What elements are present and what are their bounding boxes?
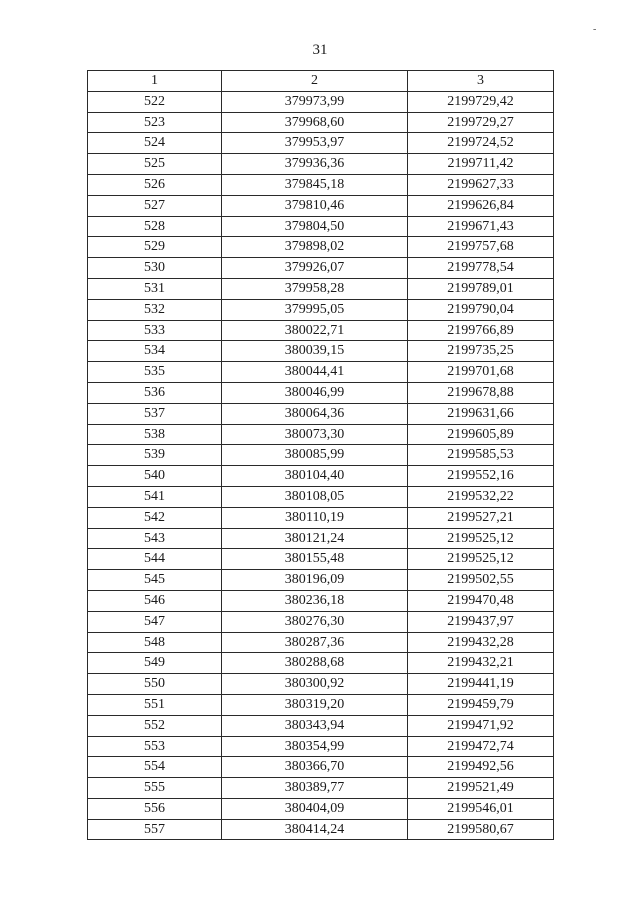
table-row [88, 445, 554, 466]
cell-point-number: 528 [88, 216, 222, 237]
table-row [88, 362, 554, 383]
cell-y-coordinate: 2199729,27 [408, 112, 554, 133]
table-row [88, 798, 554, 819]
cell-x-coordinate: 379936,36 [222, 154, 408, 175]
cell-x-coordinate: 380366,70 [222, 757, 408, 778]
cell-x-coordinate: 379804,50 [222, 216, 408, 237]
cell-point-number: 543 [88, 528, 222, 549]
cell-y-coordinate: 2199778,54 [408, 258, 554, 279]
cell-point-number: 534 [88, 341, 222, 362]
table-header-row [88, 71, 554, 92]
cell-point-number: 546 [88, 590, 222, 611]
cell-x-coordinate: 379953,97 [222, 133, 408, 154]
cell-point-number: 522 [88, 91, 222, 112]
cell-point-number: 555 [88, 778, 222, 799]
cell-x-coordinate: 380404,09 [222, 798, 408, 819]
cell-point-number: 542 [88, 507, 222, 528]
cell-x-coordinate: 380414,24 [222, 819, 408, 840]
cell-x-coordinate: 380354,99 [222, 736, 408, 757]
cell-point-number: 548 [88, 632, 222, 653]
page-number: 31 [312, 42, 328, 58]
cell-y-coordinate: 2199432,28 [408, 632, 554, 653]
cell-point-number: 541 [88, 486, 222, 507]
cell-y-coordinate: 2199552,16 [408, 466, 554, 487]
table-row [88, 757, 554, 778]
coordinates-table [87, 70, 554, 840]
table-row [88, 174, 554, 195]
cell-point-number: 523 [88, 112, 222, 133]
cell-x-coordinate: 380155,48 [222, 549, 408, 570]
cell-y-coordinate: 2199521,49 [408, 778, 554, 799]
cell-point-number: 549 [88, 653, 222, 674]
cell-point-number: 537 [88, 403, 222, 424]
table-row [88, 278, 554, 299]
cell-y-coordinate: 2199711,42 [408, 154, 554, 175]
cell-x-coordinate: 380121,24 [222, 528, 408, 549]
cell-point-number: 540 [88, 466, 222, 487]
cell-y-coordinate: 2199757,68 [408, 237, 554, 258]
table-row [88, 299, 554, 320]
cell-y-coordinate: 2199729,42 [408, 91, 554, 112]
table-row [88, 341, 554, 362]
cell-y-coordinate: 2199605,89 [408, 424, 554, 445]
table-row [88, 320, 554, 341]
table-row [88, 715, 554, 736]
table-row [88, 237, 554, 258]
column-header-point-number: 1 [88, 71, 222, 92]
cell-y-coordinate: 2199441,19 [408, 674, 554, 695]
cell-y-coordinate: 2199525,12 [408, 528, 554, 549]
table-row [88, 382, 554, 403]
cell-x-coordinate: 380196,09 [222, 570, 408, 591]
cell-point-number: 529 [88, 237, 222, 258]
cell-y-coordinate: 2199527,21 [408, 507, 554, 528]
cell-point-number: 545 [88, 570, 222, 591]
cell-x-coordinate: 380073,30 [222, 424, 408, 445]
cell-x-coordinate: 379810,46 [222, 195, 408, 216]
cell-x-coordinate: 380343,94 [222, 715, 408, 736]
cell-point-number: 530 [88, 258, 222, 279]
table-row [88, 549, 554, 570]
cell-point-number: 554 [88, 757, 222, 778]
cell-x-coordinate: 379958,28 [222, 278, 408, 299]
cell-y-coordinate: 2199701,68 [408, 362, 554, 383]
table-row [88, 216, 554, 237]
table-row [88, 611, 554, 632]
table-row [88, 466, 554, 487]
cell-point-number: 525 [88, 154, 222, 175]
cell-x-coordinate: 380319,20 [222, 694, 408, 715]
cell-point-number: 547 [88, 611, 222, 632]
column-header-x-coordinate: 2 [222, 71, 408, 92]
table-row [88, 133, 554, 154]
cell-y-coordinate: 2199502,55 [408, 570, 554, 591]
cell-point-number: 550 [88, 674, 222, 695]
table-row [88, 154, 554, 175]
cell-y-coordinate: 2199525,12 [408, 549, 554, 570]
cell-point-number: 553 [88, 736, 222, 757]
cell-point-number: 527 [88, 195, 222, 216]
cell-y-coordinate: 2199789,01 [408, 278, 554, 299]
cell-x-coordinate: 379973,99 [222, 91, 408, 112]
table-body [88, 91, 554, 840]
cell-y-coordinate: 2199724,52 [408, 133, 554, 154]
cell-y-coordinate: 2199671,43 [408, 216, 554, 237]
table-row [88, 195, 554, 216]
column-header-y-coordinate: 3 [408, 71, 554, 92]
cell-y-coordinate: 2199532,22 [408, 486, 554, 507]
cell-y-coordinate: 2199492,56 [408, 757, 554, 778]
table-row [88, 736, 554, 757]
cell-x-coordinate: 379898,02 [222, 237, 408, 258]
cell-x-coordinate: 380046,99 [222, 382, 408, 403]
cell-x-coordinate: 379926,07 [222, 258, 408, 279]
cell-x-coordinate: 380022,71 [222, 320, 408, 341]
cell-y-coordinate: 2199546,01 [408, 798, 554, 819]
cell-x-coordinate: 380287,36 [222, 632, 408, 653]
cell-x-coordinate: 380085,99 [222, 445, 408, 466]
table-row [88, 632, 554, 653]
cell-y-coordinate: 2199585,53 [408, 445, 554, 466]
cell-x-coordinate: 380110,19 [222, 507, 408, 528]
cell-x-coordinate: 380039,15 [222, 341, 408, 362]
cell-y-coordinate: 2199580,67 [408, 819, 554, 840]
cell-x-coordinate: 380389,77 [222, 778, 408, 799]
table-row [88, 112, 554, 133]
table-row [88, 507, 554, 528]
table-row [88, 486, 554, 507]
cell-x-coordinate: 380064,36 [222, 403, 408, 424]
cell-point-number: 552 [88, 715, 222, 736]
table-row [88, 528, 554, 549]
cell-y-coordinate: 2199735,25 [408, 341, 554, 362]
cell-point-number: 544 [88, 549, 222, 570]
table-row [88, 590, 554, 611]
table-row [88, 819, 554, 840]
cell-x-coordinate: 380276,30 [222, 611, 408, 632]
cell-point-number: 531 [88, 278, 222, 299]
cell-point-number: 556 [88, 798, 222, 819]
cell-x-coordinate: 380044,41 [222, 362, 408, 383]
cell-point-number: 533 [88, 320, 222, 341]
cell-y-coordinate: 2199626,84 [408, 195, 554, 216]
table-row [88, 403, 554, 424]
table-row [88, 424, 554, 445]
cell-x-coordinate: 379845,18 [222, 174, 408, 195]
cell-y-coordinate: 2199790,04 [408, 299, 554, 320]
cell-x-coordinate: 379968,60 [222, 112, 408, 133]
scan-mark: - [593, 24, 597, 35]
table-row [88, 674, 554, 695]
cell-y-coordinate: 2199631,66 [408, 403, 554, 424]
cell-point-number: 557 [88, 819, 222, 840]
cell-point-number: 526 [88, 174, 222, 195]
cell-point-number: 551 [88, 694, 222, 715]
cell-point-number: 538 [88, 424, 222, 445]
cell-y-coordinate: 2199437,97 [408, 611, 554, 632]
table-row [88, 91, 554, 112]
cell-point-number: 524 [88, 133, 222, 154]
cell-point-number: 539 [88, 445, 222, 466]
table-row [88, 694, 554, 715]
cell-x-coordinate: 380288,68 [222, 653, 408, 674]
cell-x-coordinate: 380108,05 [222, 486, 408, 507]
cell-y-coordinate: 2199471,92 [408, 715, 554, 736]
table-row [88, 258, 554, 279]
cell-y-coordinate: 2199459,79 [408, 694, 554, 715]
cell-x-coordinate: 379995,05 [222, 299, 408, 320]
cell-y-coordinate: 2199627,33 [408, 174, 554, 195]
cell-x-coordinate: 380104,40 [222, 466, 408, 487]
table-row [88, 570, 554, 591]
table-row [88, 778, 554, 799]
cell-x-coordinate: 380236,18 [222, 590, 408, 611]
cell-x-coordinate: 380300,92 [222, 674, 408, 695]
cell-y-coordinate: 2199432,21 [408, 653, 554, 674]
cell-y-coordinate: 2199766,89 [408, 320, 554, 341]
cell-y-coordinate: 2199678,88 [408, 382, 554, 403]
cell-y-coordinate: 2199472,74 [408, 736, 554, 757]
cell-point-number: 535 [88, 362, 222, 383]
table-row [88, 653, 554, 674]
cell-y-coordinate: 2199470,48 [408, 590, 554, 611]
cell-point-number: 536 [88, 382, 222, 403]
cell-point-number: 532 [88, 299, 222, 320]
